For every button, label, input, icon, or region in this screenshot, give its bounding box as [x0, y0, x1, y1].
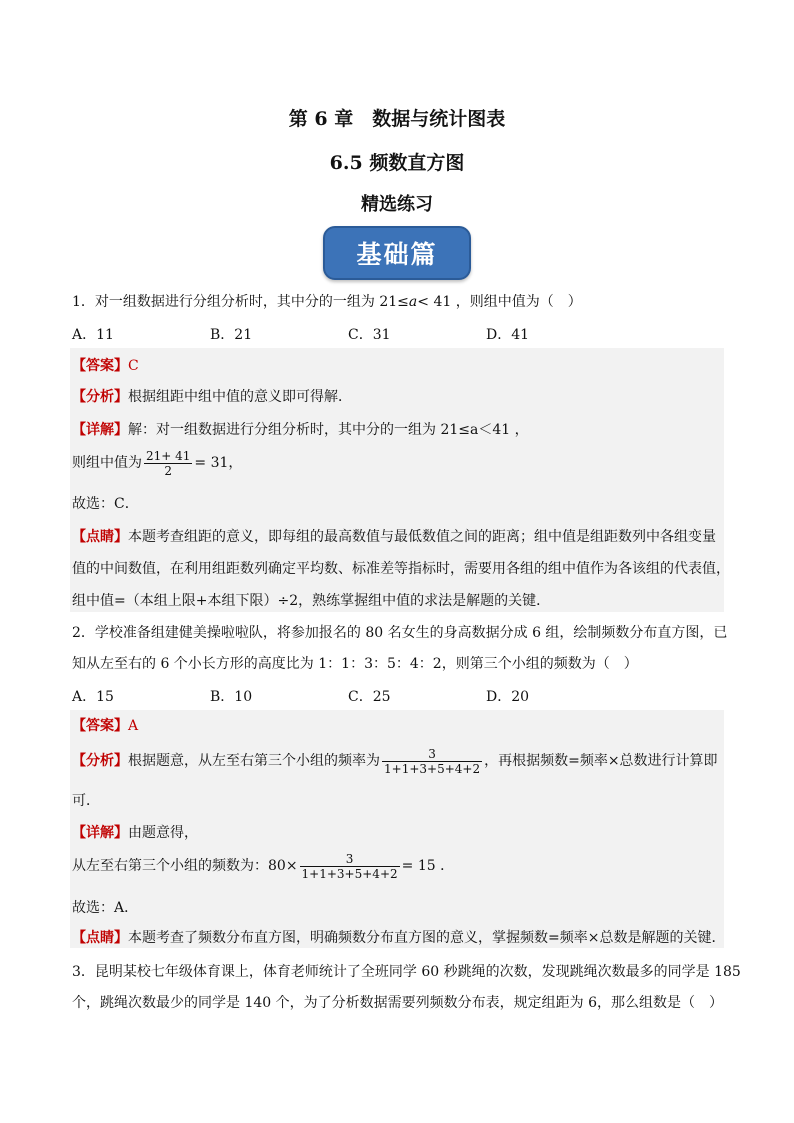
chapter-title: 第 6 章 数据与统计图表	[288, 108, 506, 130]
q1-comment-1: 【点睛】本题考查组距的意义，即每组的最高数值与最低数值之间的距离；组中值是组距数列中各组变量	[72, 529, 716, 545]
q1-option-c: C．31	[348, 327, 391, 343]
q1-answer: 【答案】C	[72, 358, 139, 374]
q2-stem-2: 知从左至右的 6 个小长方形的高度比为 1：1：3：5：4：2，则第三个小组的频数为（ ）	[72, 656, 638, 672]
q1-option-b: B．21	[210, 327, 253, 343]
level-badge: 基础篇	[323, 226, 471, 280]
subtitle: 精选练习	[361, 194, 433, 215]
q2-stem-1: 2．学校准备组建健美操啦啦队，将参加报名的 80 名女生的身高数据分成 6 组，绘制频数分布直方图，已	[72, 625, 728, 641]
q2-option-b: B．10	[210, 689, 253, 705]
q1-analysis: 【分析】根据组距中组中值的意义即可得解．	[72, 389, 352, 405]
q1-option-d: D．41	[486, 327, 530, 343]
q2-choose: 故选：A．	[72, 900, 139, 916]
q2-comment: 【点睛】本题考查了频数分布直方图，明确频数分布直方图的意义，掌握频数=频率×总数是解题的关键．	[72, 930, 726, 946]
q1-option-a: A．11	[72, 327, 114, 343]
q1-detail: 【详解】解：对一组数据进行分组分析时，其中分的一组为 21≤a＜41 ，	[72, 422, 529, 438]
q1-comment-2: 值的中间数值，在利用组距数列确定平均数、标准差等指标时，需要用各组的组中值作为各该组的代表值，	[72, 561, 730, 577]
q3-stem-2: 个，跳绳次数最少的同学是 140 个，为了分析数据需要列频数分布表，规定组距为 6，那么组数是（ ）	[72, 995, 723, 1011]
q2-analysis: 【分析】根据题意，从左至右第三个小组的频率为 $\frac{3}{1+1+3+5+4+2}$ ，再根据频数=频率×总数进行计算即	[72, 746, 718, 776]
q1-stem: 1．对一组数据进行分组分析时，其中分的一组为 21≤a< 41 ，则组中值为（ ）	[72, 294, 582, 310]
q2-analysis-2: 可．	[72, 793, 100, 809]
q1-comment-3: 组中值=（本组上限+本组下限）÷2，熟练掌握组中值的求法是解题的关键．	[72, 593, 551, 609]
q2-calc: 从左至右第三个小组的频数为：80× $\frac{3}{1+1+3+5+4+2}$ = 15 ．	[72, 851, 455, 881]
q2-option-a: A．15	[72, 689, 114, 705]
q1-calc: 则组中值为 $\frac{21+ 41}{2}$ = 31，	[72, 448, 243, 478]
q2-detail: 【详解】由题意得，	[72, 825, 198, 841]
q1-choose: 故选：C．	[72, 496, 139, 512]
section-title: 6.5 频数直方图	[329, 152, 465, 174]
q3-stem-1: 3．昆明某校七年级体育课上，体育老师统计了全班同学 60 秒跳绳的次数，发现跳绳次数最多的同学是 185	[72, 964, 741, 980]
q2-option-c: C．25	[348, 689, 391, 705]
q2-option-d: D．20	[486, 689, 530, 705]
q2-answer: 【答案】A	[72, 718, 139, 734]
